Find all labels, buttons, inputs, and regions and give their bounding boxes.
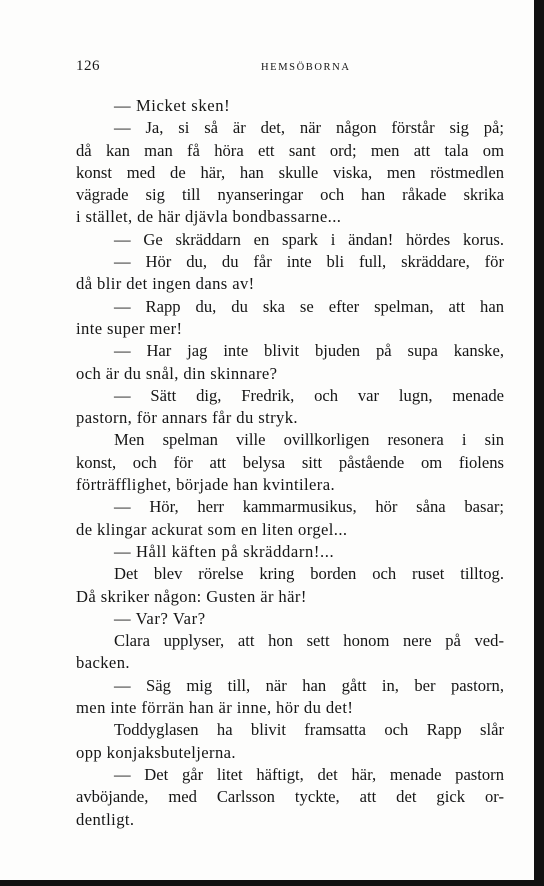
text-line: — Håll käften på skräddarn!... — [114, 541, 335, 561]
text-line: — Hör, herr kammarmusikus, hör såna basar; — [114, 497, 504, 517]
text-line: vägrade sig till nyanseringar och han råkade skrika — [76, 185, 504, 205]
text-line: — Säg mig till, när han gått in, ber pastorn, — [114, 675, 504, 695]
text-line: opp konjaksbuteljerna. — [76, 742, 236, 762]
text-line: konst, och för att belysa sitt påstående om fiolens — [76, 452, 504, 472]
text-line: — Ge skräddarn en spark i ändan! hördes korus. — [114, 229, 504, 249]
text-line: — Sätt dig, Fredrik, och var lugn, menade — [114, 385, 504, 405]
scan-edge-bottom — [0, 880, 544, 886]
text-line: — Micket sken! — [114, 96, 231, 115]
text-line: — Rapp du, du ska se efter spelman, att han — [114, 296, 504, 316]
body-text — [76, 95, 504, 831]
text-line: avböjande, med Carlsson tyckte, att det gick or- — [76, 787, 504, 807]
text-line: — Har jag inte blivit bjuden på supa kanske, — [114, 341, 504, 361]
text-line: — Ja, si så är det, när någon förstår sig på; — [114, 118, 504, 138]
text-line: dentligt. — [76, 809, 135, 829]
text-line: Det blev rörelse kring borden och ruset tilltog. — [114, 564, 504, 584]
scan-edge-right — [534, 0, 544, 886]
text-line: Clara upplyser, att hon sett honom nere på ved- — [114, 631, 504, 651]
text-line: då blir det ingen dans av! — [76, 274, 255, 294]
text-line: de klingar ackurat som en liten orgel... — [76, 519, 348, 539]
text-line: konst med de här, han skulle viska, men röstmedlen — [76, 162, 504, 182]
text-line: backen. — [76, 653, 130, 673]
text-line: förträfflighet, började han kvintilera. — [76, 475, 336, 495]
text-line: pastorn, för annars får du stryk. — [76, 408, 298, 428]
text-line: och är du snål, din skinnare? — [76, 363, 278, 383]
text-line: — Hör du, du får inte bli full, skräddare, för — [114, 252, 504, 272]
text-line: Men spelman ville ovillkorligen resonera i sin — [114, 430, 504, 450]
text-line: i stället, de här djävla bondbassarne... — [76, 207, 342, 227]
text-line: — Det går litet häftigt, det här, menade pastorn — [114, 764, 504, 784]
page-header — [76, 58, 506, 82]
page-number: 126 — [76, 58, 100, 74]
text-line: Då skriker någon: Gusten är här! — [76, 586, 307, 606]
running-head: HEMSÖBORNA — [261, 62, 351, 73]
text-line: — Var? Var? — [114, 608, 206, 628]
text-line: men inte förrän han är inne, hör du det! — [76, 698, 354, 718]
text-line: inte super mer! — [76, 318, 183, 338]
text-line: Toddyglasen ha blivit framsatta och Rapp slår — [114, 720, 504, 740]
text-line: då kan man få höra ett sant ord; men att tala om — [76, 140, 504, 160]
